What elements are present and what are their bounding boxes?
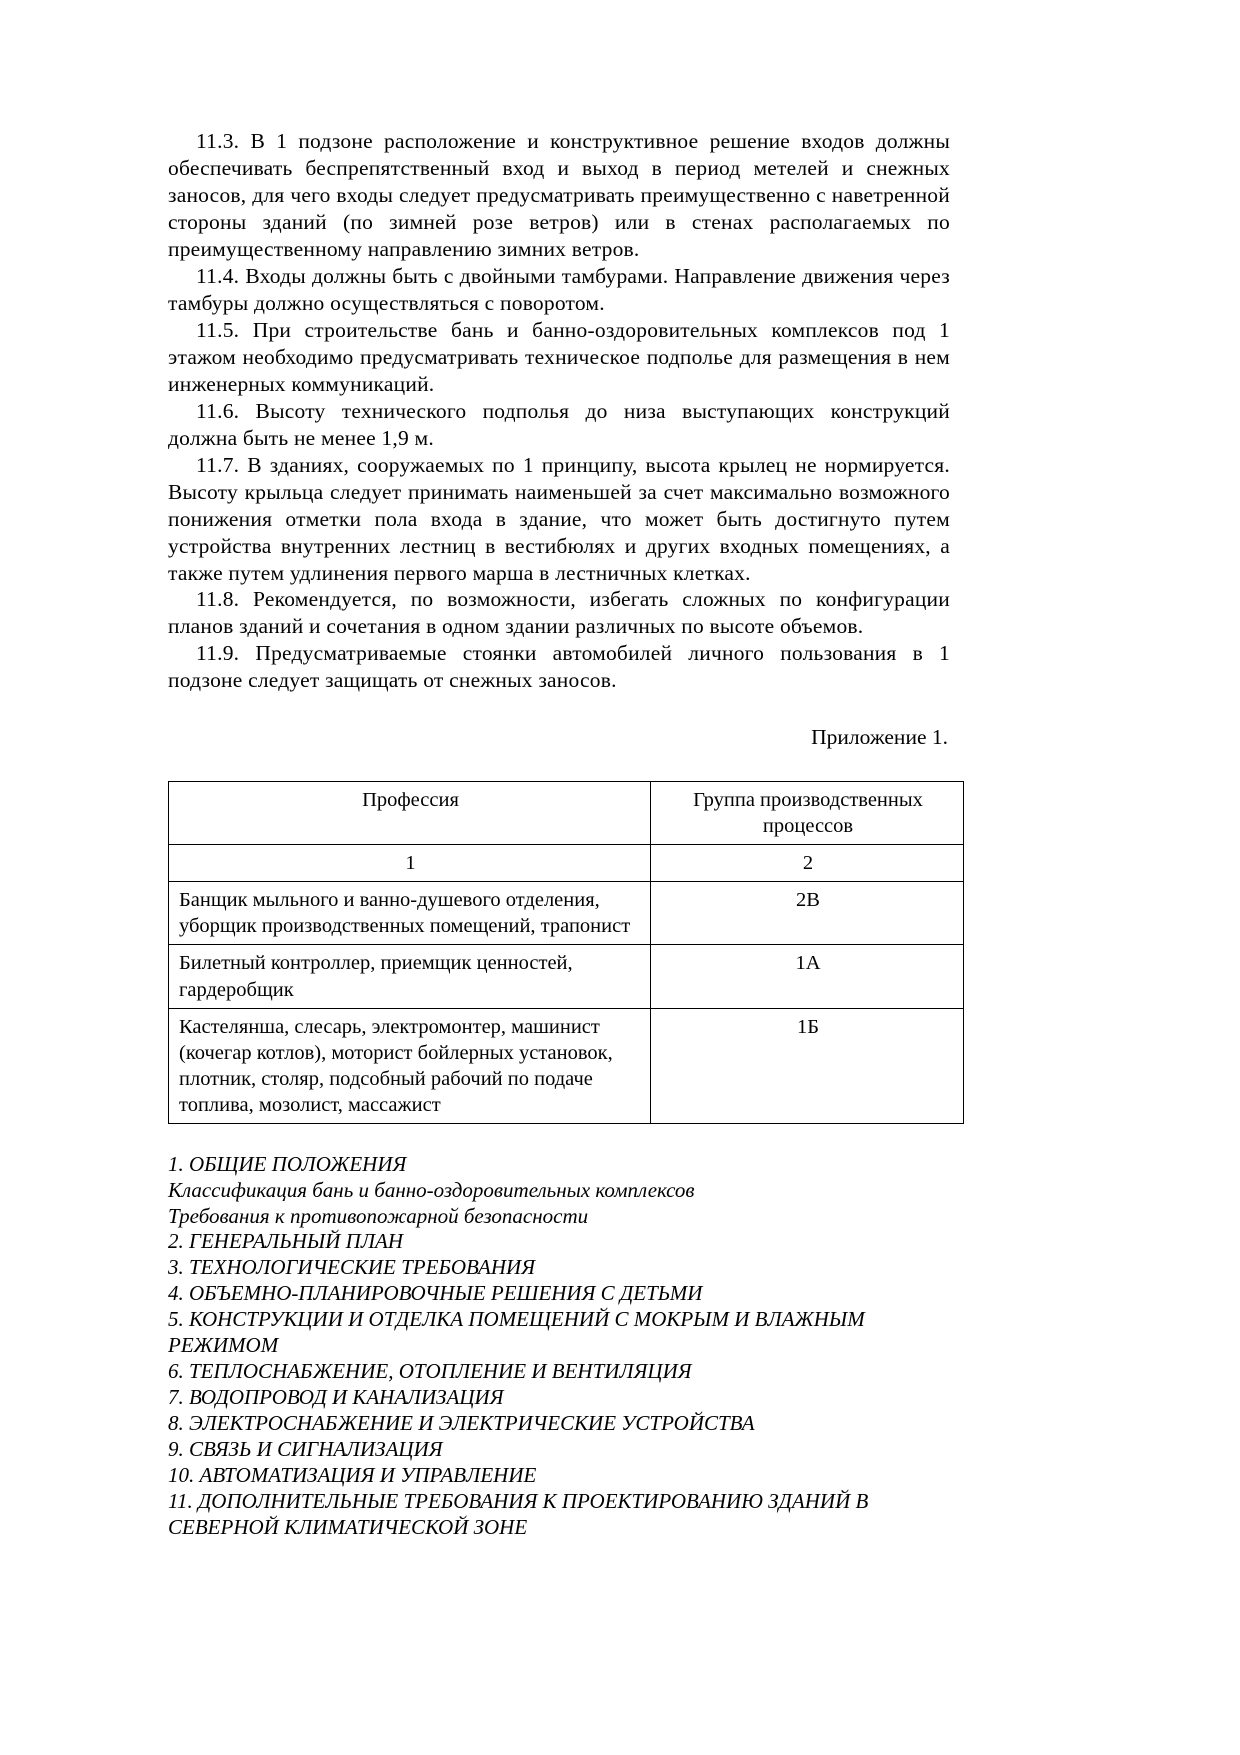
- toc-item: 3. ТЕХНОЛОГИЧЕСКИЕ ТРЕБОВАНИЯ: [168, 1255, 536, 1280]
- paragraph-11-8: 11.8. Рекомендуется, по возможности, избегать сложных по конфигурации планов зданий и сочетания в одном здании различных по высоте объемов.: [168, 587, 950, 639]
- toc-item: 6. ТЕПЛОСНАБЖЕНИЕ, ОТОПЛЕНИЕ И ВЕНТИЛЯЦИЯ: [168, 1359, 692, 1384]
- toc-item: 11. ДОПОЛНИТЕЛЬНЫЕ ТРЕБОВАНИЯ К ПРОЕКТИРОВАНИЮ ЗДАНИЙ В СЕВЕРНОЙ КЛИМАТИЧЕСКОЙ ЗОНЕ: [168, 1488, 869, 1539]
- table-cell-profession: Банщик мыльного и ванно-душевого отделения, уборщик производственных помещений, трапонист: [169, 882, 651, 945]
- table-row: [169, 1008, 964, 1123]
- toc-item: 8. ЭЛЕКТРОСНАБЖЕНИЕ И ЭЛЕКТРИЧЕСКИЕ УСТРОЙСТВА: [168, 1410, 755, 1435]
- table-header-row: [169, 782, 964, 845]
- table-header-profession: Профессия: [169, 782, 651, 845]
- paragraph-11-5: 11.5. При строительстве бань и банно-оздоровительных комплексов под 1 этажом необходимо предусматривать техническое подполье для размещения в нем инженерных коммуникаций.: [168, 317, 950, 396]
- toc-item: 1. ОБЩИЕ ПОЛОЖЕНИЯ: [168, 1151, 407, 1176]
- table-column-number-row: [169, 845, 964, 882]
- table-cell-group: 1Б: [651, 1008, 964, 1123]
- table-column-number-1: 1: [169, 845, 651, 882]
- toc-item: Требования к противопожарной безопасности: [168, 1203, 589, 1228]
- table-column-number-2: 2: [651, 845, 964, 882]
- toc-item: 2. ГЕНЕРАЛЬНЫЙ ПЛАН: [168, 1229, 404, 1254]
- paragraph-11-4: 11.4. Входы должны быть с двойными тамбурами. Направление движения через тамбуры должно осуществляться с поворотом.: [168, 263, 950, 315]
- paragraph-11-9: 11.9. Предусматриваемые стоянки автомобилей личного пользования в 1 подзоне следует защищать от снежных заносов.: [168, 641, 950, 693]
- table-cell-profession: Кастелянша, слесарь, электромонтер, машинист (кочегар котлов), моторист бойлерных установок, плотник, столяр, подсобный рабочий по подаче топлива, мозолист, массажист: [169, 1008, 651, 1123]
- paragraph-11-3: 11.3. В 1 подзоне расположение и конструктивное решение входов должны обеспечивать беспрепятственный вход и выход в период метелей и снежных заносов, для чего входы следует предусматривать преимущественно с наветренной стороны зданий (по зимней розе ветров) или в стенах располагаемых по преимущественному направлению зимних ветров.: [168, 129, 950, 261]
- toc-item: 4. ОБЪЕМНО-ПЛАНИРОВОЧНЫЕ РЕШЕНИЯ С ДЕТЬМИ: [168, 1281, 703, 1306]
- professions-table-wrapper: [168, 781, 950, 1123]
- table-row: [169, 945, 964, 1008]
- appendix-label: Приложение 1.: [811, 725, 948, 750]
- table-cell-profession: Билетный контроллер, приемщик ценностей, гардеробщик: [169, 945, 651, 1008]
- toc-item: Классификация бань и банно-оздоровительных комплексов: [168, 1177, 695, 1202]
- document-content: [168, 128, 950, 1540]
- toc-item: 9. СВЯЗЬ И СИГНАЛИЗАЦИЯ: [168, 1436, 443, 1461]
- toc-item: 5. КОНСТРУКЦИИ И ОТДЕЛКА ПОМЕЩЕНИЙ С МОКРЫМ И ВЛАЖНЫМ РЕЖИМОМ: [168, 1307, 865, 1358]
- table-header-group: Группа производственных процессов: [651, 782, 964, 845]
- toc-item: 7. ВОДОПРОВОД И КАНАЛИЗАЦИЯ: [168, 1384, 504, 1409]
- table-cell-group: 2В: [651, 882, 964, 945]
- table-cell-group: 1А: [651, 945, 964, 1008]
- table-of-contents: [168, 1152, 950, 1541]
- table-row: [169, 882, 964, 945]
- professions-table: [168, 781, 964, 1123]
- paragraph-11-6: 11.6. Высоту технического подполья до низа выступающих конструкций должна быть не менее 1,9 м.: [168, 398, 950, 450]
- toc-item: 10. АВТОМАТИЗАЦИЯ И УПРАВЛЕНИЕ: [168, 1462, 537, 1487]
- paragraph-11-7: 11.7. В зданиях, сооружаемых по 1 принципу, высота крылец не нормируется. Высоту крыльца следует принимать наименьшей за счет максимально возможного понижения отметки пола входа в здание, что может быть достигнуто путем устройства внутренних лестниц в вестибюлях и других входных помещениях, а также путем удлинения первого марша в лестничных клетках.: [168, 452, 950, 585]
